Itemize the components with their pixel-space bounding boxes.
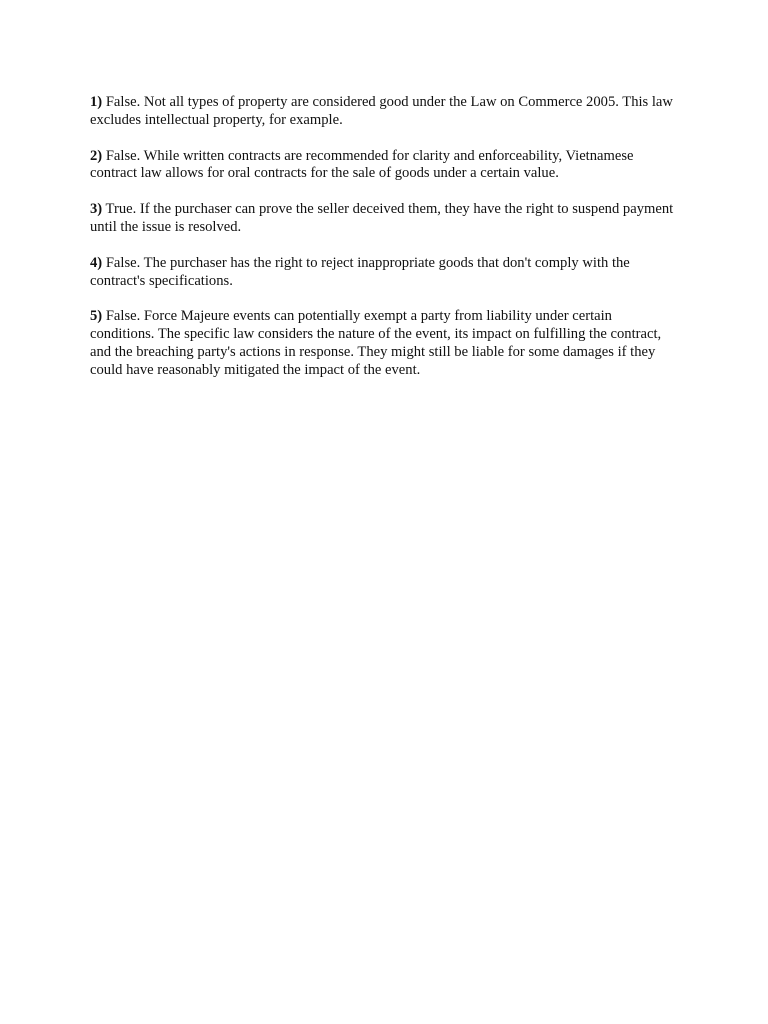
- answer-list: [90, 94, 680, 398]
- answer-number: 5): [90, 308, 103, 325]
- answer-text: False. While written contracts are recommended for clarity and enforceability, Vietnamese contract law allows for oral contracts for the sale of goods under a certain value.: [90, 147, 634, 182]
- answer-item-1: [90, 94, 680, 130]
- answer-item-4: [90, 255, 680, 291]
- answer-item-3: [90, 201, 680, 237]
- answer-text: False. Force Majeure events can potentially exempt a party from liability under certain conditions. The specific law considers the nature of the event, its impact on fulfilling the contract, and the breaching party's actions in response. They might still be liable for some damages if they could have reasonably mitigated the impact of the event.: [90, 308, 662, 378]
- answer-item-2: [90, 148, 680, 184]
- answer-number: 2): [90, 147, 103, 164]
- answer-text: False. Not all types of property are considered good under the Law on Commerce 2005. This law excludes intellectual property, for example.: [90, 94, 673, 128]
- answer-number: 1): [90, 94, 103, 110]
- answer-item-5: [90, 308, 680, 379]
- answer-number: 4): [90, 254, 103, 271]
- answer-text: False. The purchaser has the right to reject inappropriate goods that don't comply with the contract's specifications.: [90, 254, 630, 289]
- answer-number: 3): [90, 201, 103, 218]
- answer-text: True. If the purchaser can prove the seller deceived them, they have the right to suspend payment until the issue is resolved.: [90, 201, 674, 235]
